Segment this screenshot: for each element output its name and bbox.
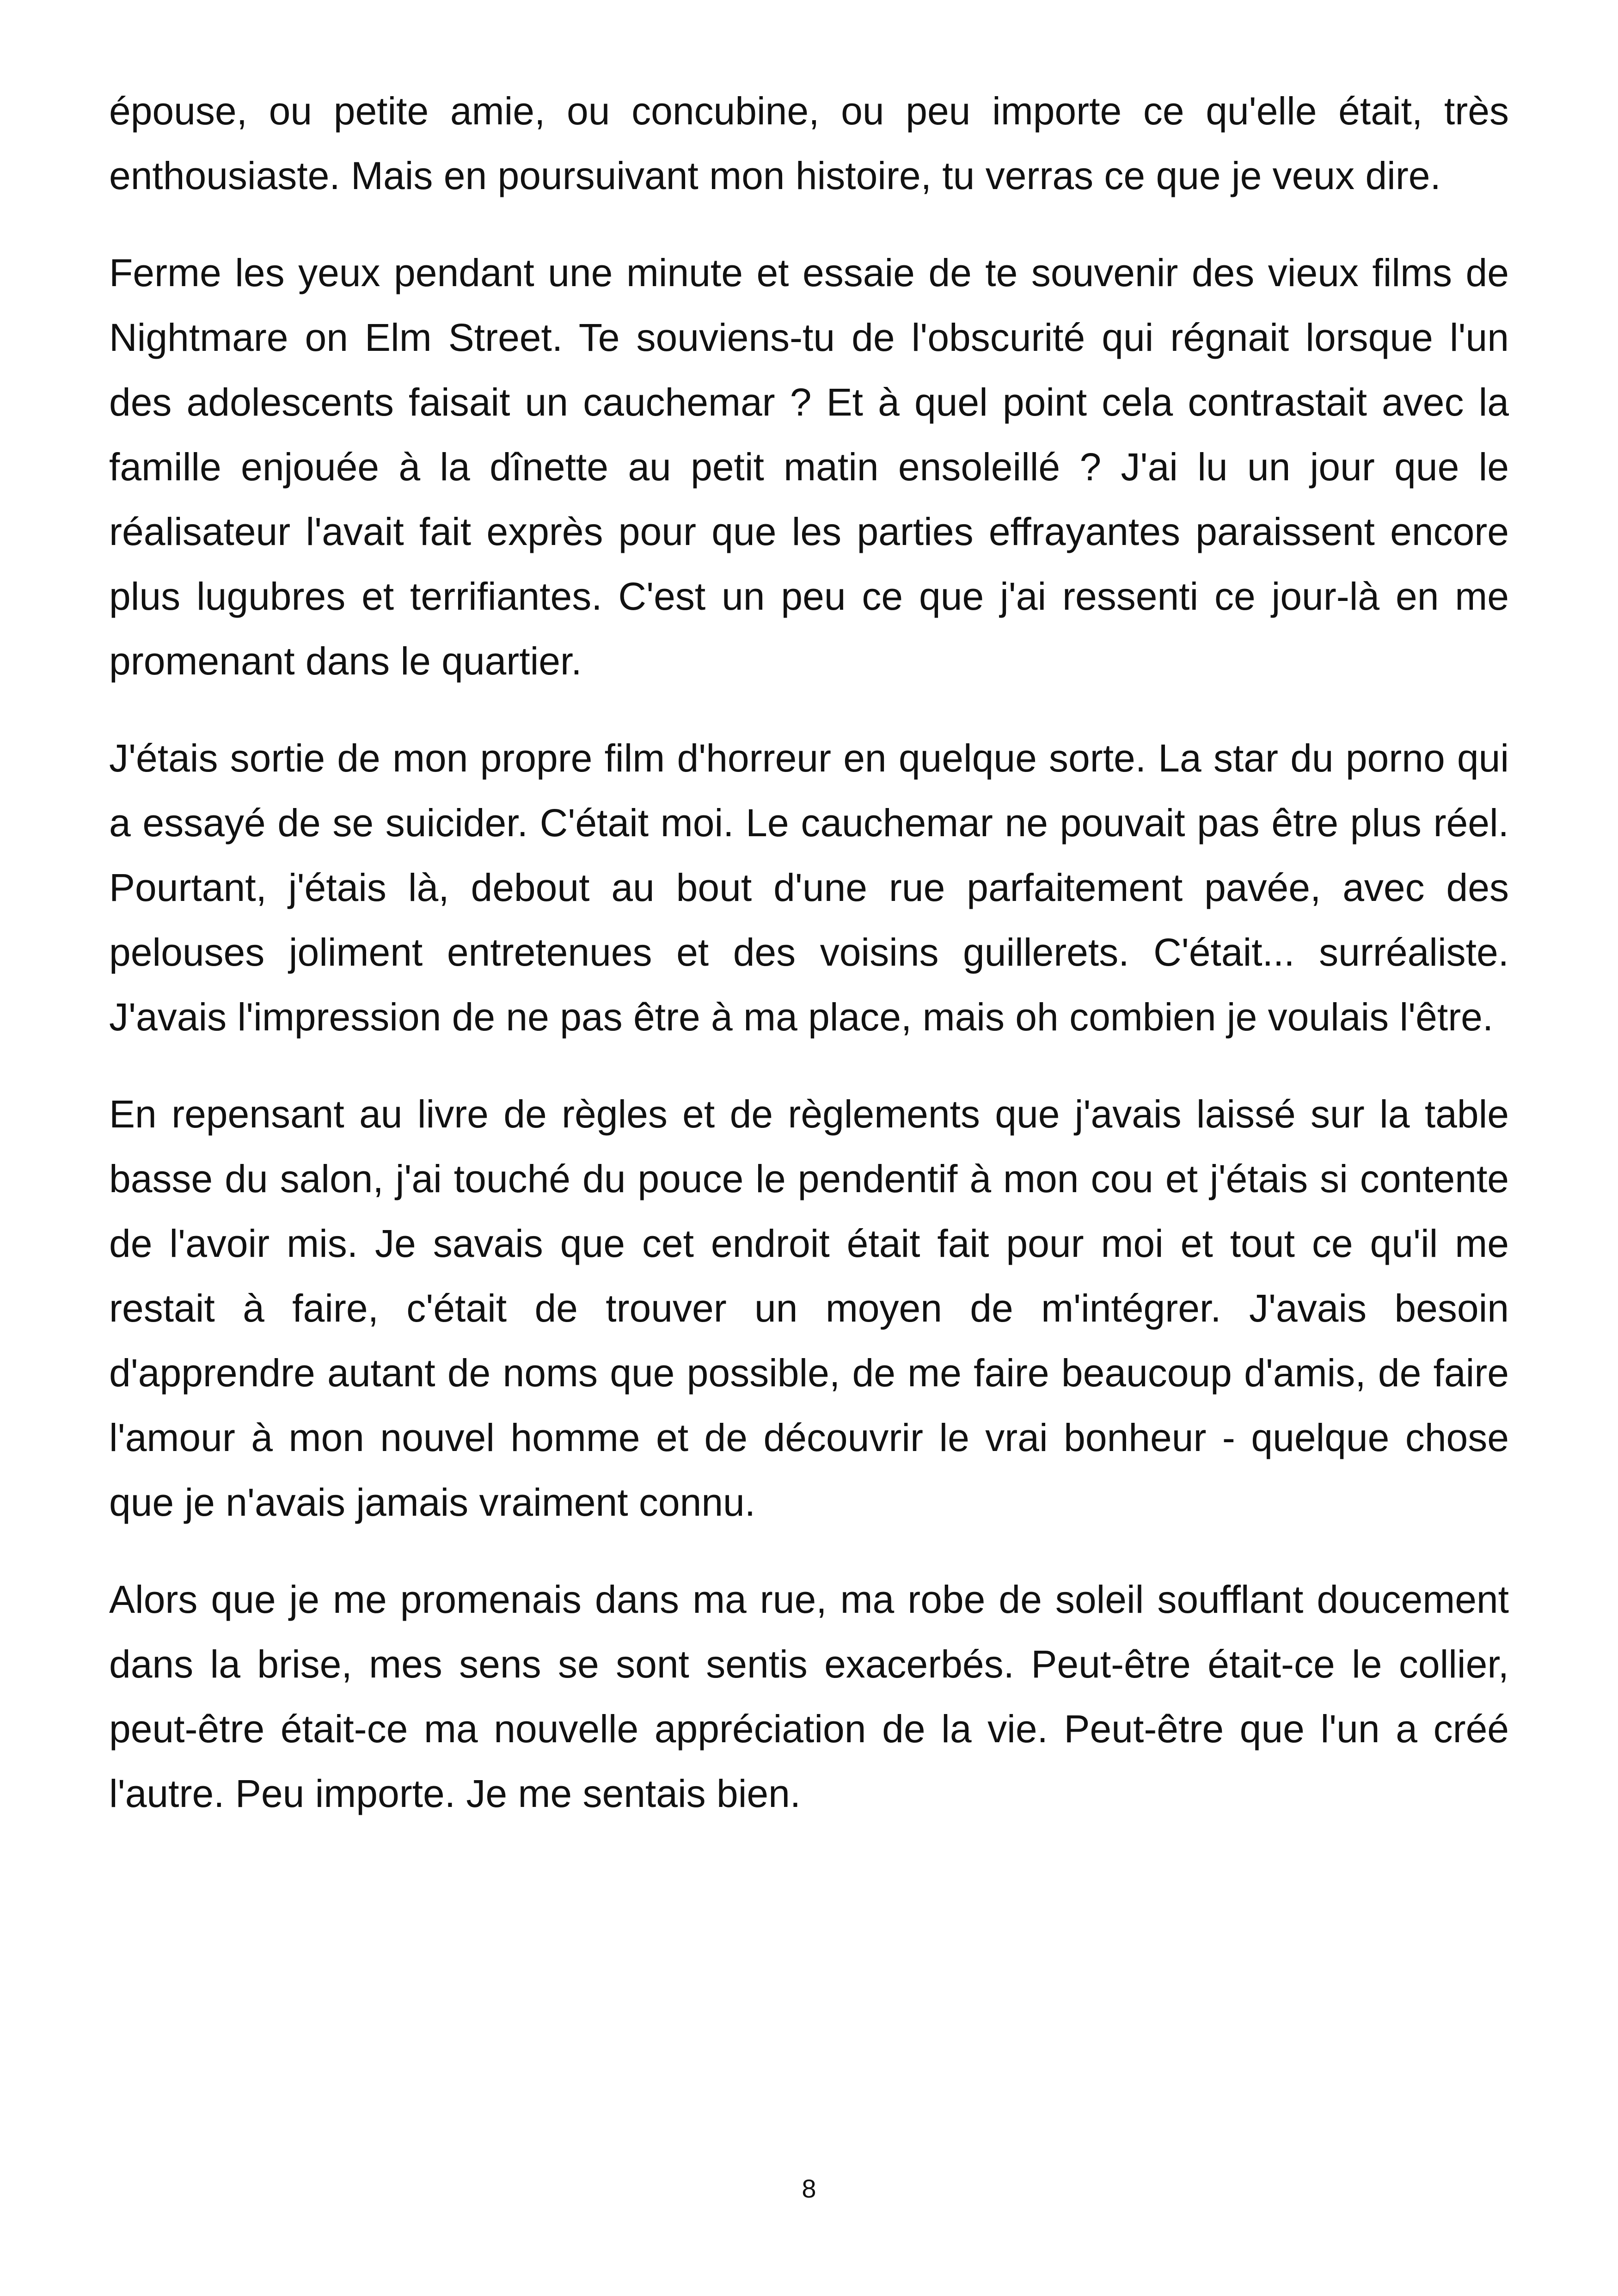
paragraph-1: épouse, ou petite amie, ou concubine, ou peu importe ce qu'elle était, très enthousiaste. Mais en poursuivant mon histoire, tu verras ce que je veux dire. [109, 89, 1509, 197]
paragraph-5: Alors que je me promenais dans ma rue, ma robe de soleil soufflant doucement dans la brise, mes sens se sont sentis exacerbés. Peut-être était-ce le collier, peut-être était-ce ma nouvelle appréciation de la vie. Peut-être que l'un a créé l'autre. Peu importe. Je me sentais bien. [109, 1578, 1509, 1815]
body-text [109, 79, 1509, 1858]
page-number: 8 [802, 2174, 816, 2203]
paragraph-2: Ferme les yeux pendant une minute et essaie de te souvenir des vieux films de Nightmare on Elm Street. Te souviens-tu de l'obscurité qui régnait lorsque l'un des adolescents faisait un cauchemar ? Et à quel point cela contrastait avec la famille enjouée à la dînette au petit matin ensoleillé ? J'ai lu un jour que le réalisateur l'avait fait exprès pour que les parties effrayantes paraissent encore plus lugubres et terrifiantes. C'est un peu ce que j'ai ressenti ce jour-là en me promenant dans le quartier. [109, 251, 1509, 683]
paragraph-4: En repensant au livre de règles et de règlements que j'avais laissé sur la table basse du salon, j'ai touché du pouce le pendentif à mon cou et j'étais si contente de l'avoir mis. Je savais que cet endroit était fait pour moi et tout ce qu'il me restait à faire, c'était de trouver un moyen de m'intégrer. J'avais besoin d'apprendre autant de noms que possible, de me faire beaucoup d'amis, de faire l'amour à mon nouvel homme et de découvrir le vrai bonheur - quelque chose que je n'avais jamais vraiment connu. [109, 1092, 1509, 1524]
paragraph-3: J'étais sortie de mon propre film d'horreur en quelque sorte. La star du porno qui a essayé de se suicider. C'était moi. Le cauchemar ne pouvait pas être plus réel. Pourtant, j'étais là, debout au bout d'une rue parfaitement pavée, avec des pelouses joliment entretenues et des voisins guillerets. C'était... surréaliste. J'avais l'impression de ne pas être à ma place, mais oh combien je voulais l'être. [109, 736, 1509, 1039]
